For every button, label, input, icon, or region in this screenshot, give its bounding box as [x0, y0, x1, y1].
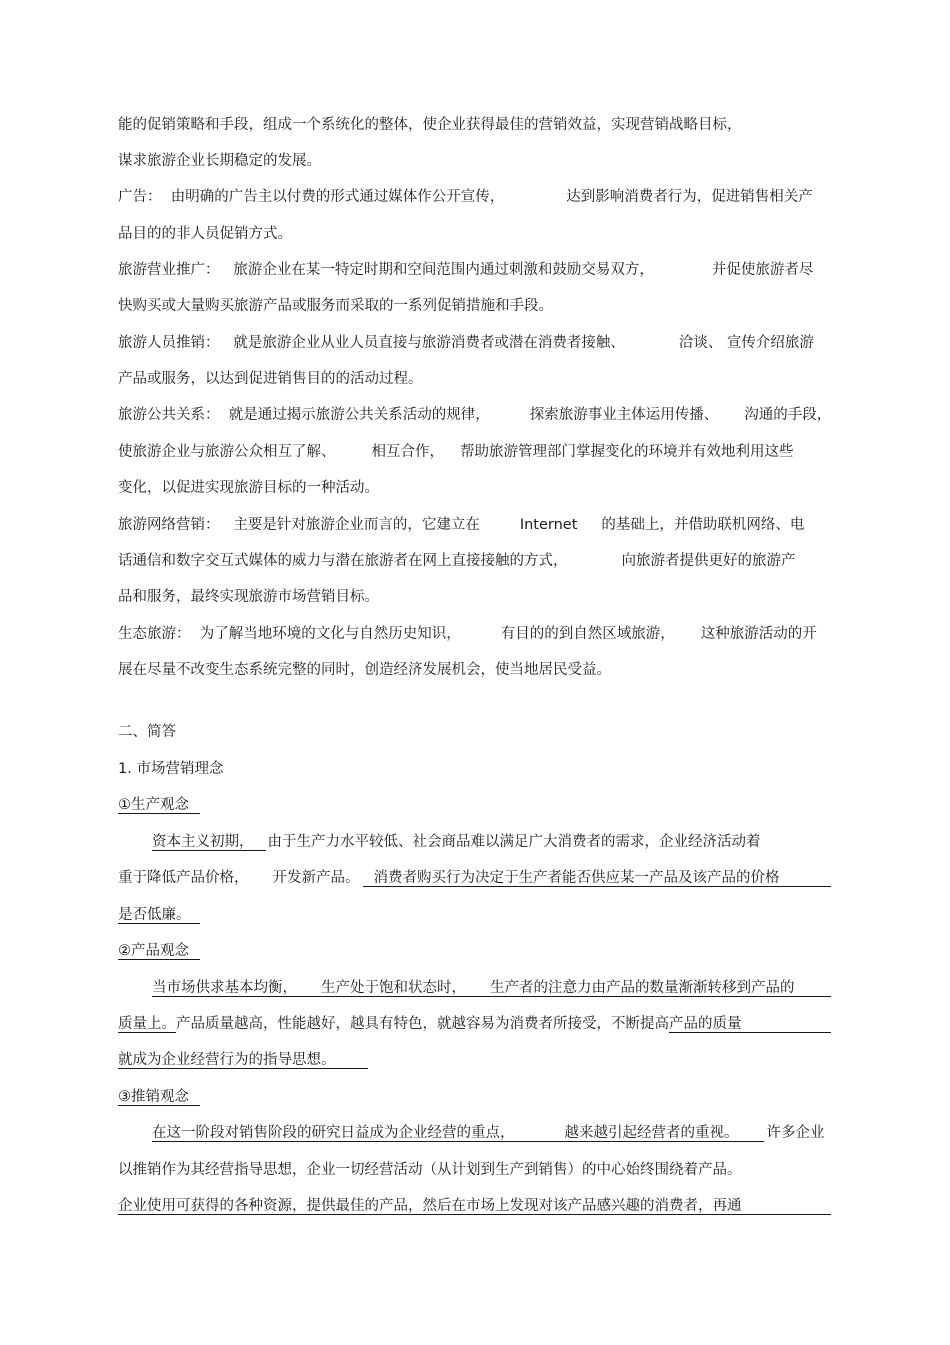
text-span: 旅游营业推广： 旅游企业在某一特定时期和空间范围内通过刺激和鼓励交易双方， [118, 262, 654, 278]
text-span: 快购买或大量购买旅游产品或服务而采取的一系列促销措施和手段。 [118, 298, 553, 314]
text-span: 向旅游者提供更好的旅游产 [621, 553, 796, 569]
text-span: 许多企业 [766, 1125, 825, 1141]
text-span: Internet [519, 517, 578, 533]
text-span: 话通信和数字交互式媒体的威力与潜在旅游者在网上直接接触的方式， [118, 553, 568, 569]
text-span: 产品的质量 [669, 1016, 742, 1032]
text-span: 由于生产力水平较低、社会商品难以满足广大消费者的需求，企业经济活动着 [267, 834, 761, 850]
text-span: 旅游人员推销： 就是旅游企业从业人员直接与旅游消费者或潜在消费者接触、 [118, 335, 625, 351]
definition-advertising [118, 185, 813, 209]
text-line [118, 476, 379, 500]
definition-public-relations [118, 403, 831, 427]
text-span: 广告： 由明确的广告主以付费的形式通过媒体作公开宣传， [118, 189, 505, 205]
text-span: 在这一阶段对销售阶段的研究日益成为企业经营的重点， [152, 1125, 515, 1141]
underline-rule [118, 1068, 368, 1069]
underline-rule [118, 923, 200, 924]
text-span: 质量上。 [118, 1016, 176, 1032]
text-span: 生态旅游： 为了解当地环境的文化与自然历史知识， [118, 626, 461, 642]
underline-rule [118, 813, 200, 814]
text-span: 能的促销策略和手段，组成一个系统化的整体，使企业获得最佳的营销效益，实现营销战略目标， [118, 117, 742, 133]
text-span: 探索旅游事业主体运用传播、 [529, 407, 719, 423]
text-span: ③推销观念 [118, 1089, 189, 1105]
text-span: 品目的的非人员促销方式。 [118, 226, 292, 242]
text-span: 生产处于饱和状态时， [321, 980, 466, 996]
text-span: 生产者的注意力由产品的数量渐渐转移到产品的 [490, 980, 795, 996]
text-span: 帮助旅游管理部门掌握变化的环境并有效地利用这些 [460, 444, 794, 460]
text-span: 品和服务，最终实现旅游市场营销目标。 [118, 589, 379, 605]
question-title [118, 757, 223, 781]
text-span: 资本主义初期， [152, 834, 254, 850]
text-line [118, 549, 796, 573]
text-span: 产品质量越高，性能越好，越具有特色，就越容易为消费者所接受，不断提高 [176, 1016, 669, 1032]
text-span: 有目的的到自然区域旅游， [500, 626, 675, 642]
text-span: 1. 市场营销理念 [118, 761, 224, 777]
text-span: 当市场供求基本均衡， [152, 980, 297, 996]
text-span: ②产品观念 [118, 943, 189, 959]
underline-rule [682, 1032, 831, 1033]
text-span: 越来越引起经营者的重视。 [564, 1125, 739, 1141]
text-span: 消费者购买行为决定于生产者能否供应某一产品及该产品的价格 [373, 870, 780, 886]
section-heading [118, 720, 176, 744]
text-line [118, 440, 794, 464]
text-line [118, 658, 611, 682]
underline-rule [152, 850, 266, 851]
text-span: ①生产观念 [118, 797, 189, 813]
definition-network-marketing [118, 513, 804, 537]
text-span: 是否低廉。 [118, 907, 191, 923]
text-span: 达到影响消费者行为，促进销售相关产 [566, 189, 813, 205]
text-span: 开发新产品。 [272, 870, 360, 886]
text-span: 二、简答 [118, 724, 176, 740]
text-span: 产品或服务，以达到促进销售目的的活动过程。 [118, 371, 423, 387]
text-span: 使旅游企业与旅游公众相互了解、 [118, 444, 336, 460]
text-span: 重于降低产品价格， [118, 870, 249, 886]
underline-rule [118, 1214, 831, 1215]
text-span: 洽谈、 宣传介绍旅游 [678, 335, 814, 351]
text-line [118, 1012, 742, 1036]
text-span: 企业使用可获得的各种资源，提供最佳的产品，然后在市场上发现对该产品感兴趣的消费者，再通 [118, 1198, 742, 1214]
text-line [118, 149, 321, 173]
text-span: 旅游公共关系： 就是通过揭示旅游公共关系活动的规律， [118, 407, 490, 423]
text-span: 旅游网络营销： 主要是针对旅游企业而言的，它建立在 [118, 517, 480, 533]
underline-rule [152, 996, 831, 997]
text-span: 沟通的手段， [744, 407, 832, 423]
text-line [118, 367, 423, 391]
underline-rule [118, 959, 200, 960]
text-span: 相互合作， [371, 444, 444, 460]
text-span: 以推销作为其经营指导思想，企业一切经营活动（从计划到生产到销售）的中心始终围绕着产品。 [118, 1162, 742, 1178]
text-span: 并促使旅游者尽 [711, 262, 814, 278]
text-line [118, 294, 553, 318]
text-line [118, 1158, 742, 1182]
text-span: 的基础上，并借助联机网络、电 [601, 517, 805, 533]
underline-rule [118, 1105, 200, 1106]
underline-rule [363, 886, 831, 887]
definition-personal-selling [118, 331, 814, 355]
text-span: 谋求旅游企业长期稳定的发展。 [118, 153, 321, 169]
text-line [118, 113, 742, 137]
text-span: 变化，以促进实现旅游目标的一种活动。 [118, 480, 379, 496]
definition-ecotourism [118, 622, 817, 646]
text-span: 展在尽量不改变生态系统完整的同时，创造经济发展机会，使当地居民受益。 [118, 662, 611, 678]
text-span: 就成为企业经营行为的指导思想。 [118, 1052, 336, 1068]
underline-rule [152, 1141, 764, 1142]
text-span: 这种旅游活动的开 [700, 626, 817, 642]
definition-sales-promotion [118, 258, 813, 282]
text-line [118, 222, 292, 246]
underline-rule [118, 1032, 176, 1033]
text-line [118, 585, 379, 609]
